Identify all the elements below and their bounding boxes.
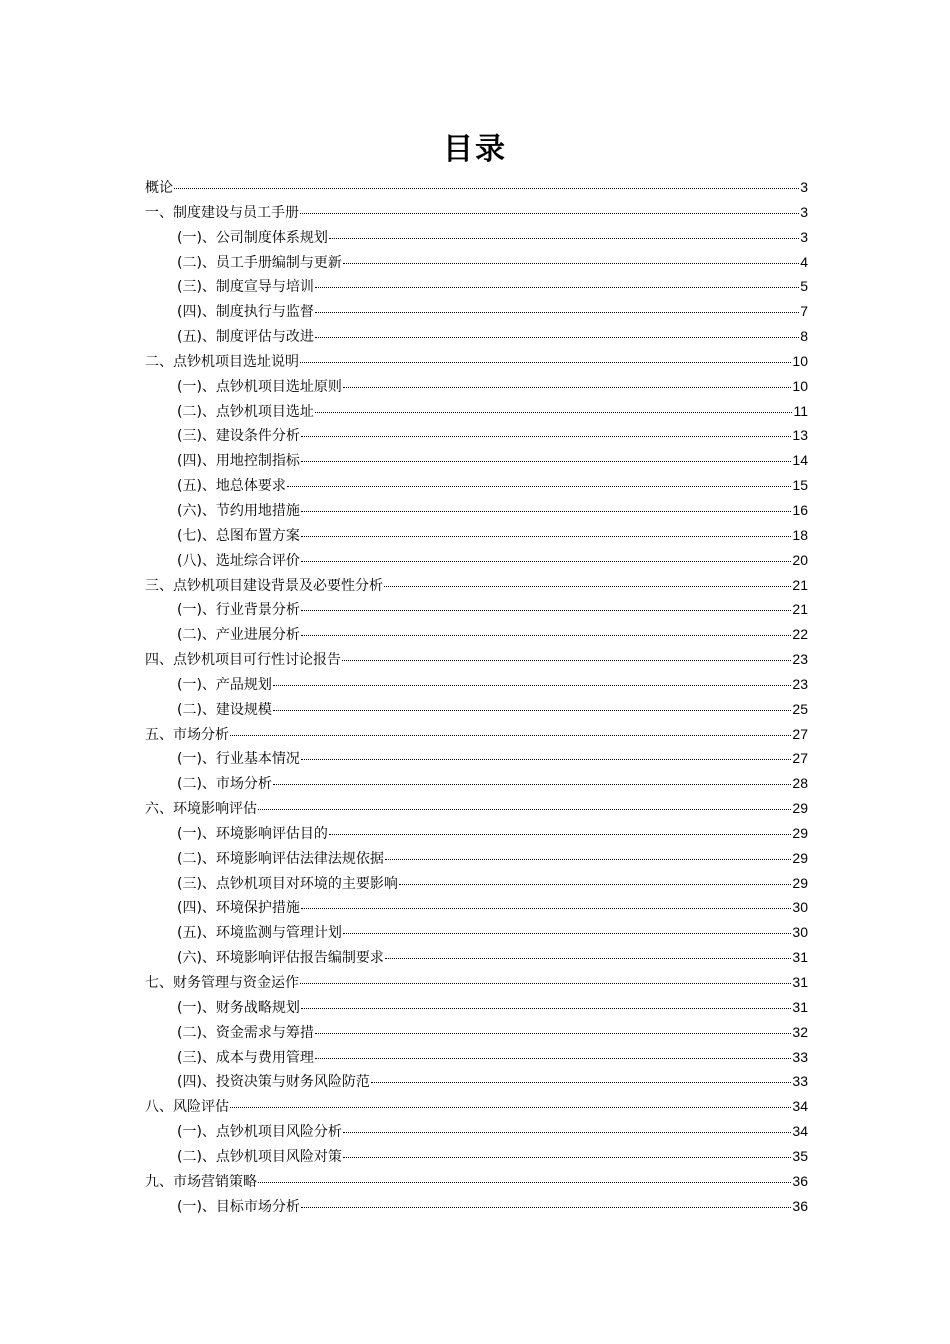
toc-entry[interactable] bbox=[145, 821, 808, 846]
toc-entry-label: (二)、市场分析 bbox=[177, 776, 272, 793]
toc-entry[interactable] bbox=[145, 250, 808, 275]
toc-list bbox=[145, 175, 808, 1218]
toc-entry[interactable] bbox=[145, 225, 808, 250]
toc-entry-page-number: 35 bbox=[792, 1147, 808, 1164]
toc-entry[interactable] bbox=[145, 1045, 808, 1070]
toc-dot-leader bbox=[399, 883, 791, 885]
toc-dot-leader bbox=[230, 734, 791, 736]
toc-dot-leader bbox=[315, 1057, 791, 1059]
toc-entry[interactable] bbox=[145, 473, 808, 498]
toc-entry-page-number: 28 bbox=[792, 775, 808, 792]
toc-dot-leader bbox=[301, 560, 791, 562]
toc-entry-page-number: 36 bbox=[792, 1172, 808, 1189]
toc-dot-leader bbox=[301, 460, 791, 462]
toc-dot-leader bbox=[300, 982, 791, 984]
toc-dot-leader bbox=[315, 336, 799, 338]
toc-entry[interactable] bbox=[145, 920, 808, 945]
toc-dot-leader bbox=[301, 535, 791, 537]
toc-dot-leader bbox=[287, 485, 791, 487]
toc-entry-page-number: 33 bbox=[792, 1073, 808, 1090]
toc-entry[interactable] bbox=[145, 970, 808, 995]
toc-dot-leader bbox=[301, 435, 791, 437]
toc-entry-label: (二)、员工手册编制与更新 bbox=[177, 254, 342, 271]
toc-dot-leader bbox=[329, 833, 791, 835]
toc-entry-page-number: 23 bbox=[792, 675, 808, 692]
toc-entry-page-number: 3 bbox=[800, 228, 808, 245]
toc-title: 目录 bbox=[443, 132, 507, 167]
toc-entry-label: (一)、行业基本情况 bbox=[177, 751, 300, 768]
toc-entry-label: (一)、公司制度体系规划 bbox=[177, 229, 328, 246]
toc-entry-page-number: 34 bbox=[792, 1098, 808, 1115]
toc-entry-label: (八)、选址综合评价 bbox=[177, 552, 300, 569]
toc-entry-label: 一、制度建设与员工手册 bbox=[145, 204, 299, 221]
toc-dot-leader bbox=[230, 1106, 791, 1108]
toc-dot-leader bbox=[273, 783, 791, 785]
toc-entry[interactable] bbox=[145, 274, 808, 299]
toc-dot-leader bbox=[301, 510, 791, 512]
toc-entry-page-number: 31 bbox=[792, 949, 808, 966]
toc-entry-page-number: 23 bbox=[792, 651, 808, 668]
toc-entry-page-number: 31 bbox=[792, 998, 808, 1015]
toc-entry-page-number: 29 bbox=[792, 874, 808, 891]
toc-entry-page-number: 34 bbox=[792, 1123, 808, 1140]
toc-dot-leader bbox=[371, 1081, 791, 1083]
toc-entry[interactable] bbox=[145, 1119, 808, 1144]
toc-entry[interactable] bbox=[145, 498, 808, 523]
toc-entry-page-number: 22 bbox=[792, 626, 808, 643]
toc-dot-leader bbox=[343, 932, 791, 934]
toc-entry[interactable] bbox=[145, 573, 808, 598]
toc-entry[interactable] bbox=[145, 647, 808, 672]
toc-entry-page-number: 21 bbox=[792, 601, 808, 618]
toc-dot-leader bbox=[343, 262, 799, 264]
toc-entry-page-number: 4 bbox=[800, 253, 808, 270]
toc-entry-label: 九、市场营销策略 bbox=[145, 1173, 257, 1190]
toc-dot-leader bbox=[329, 237, 799, 239]
toc-entry-label: (三)、制度宣导与培训 bbox=[177, 279, 314, 296]
toc-entry[interactable] bbox=[145, 324, 808, 349]
toc-dot-leader bbox=[174, 187, 799, 189]
toc-entry[interactable] bbox=[145, 1069, 808, 1094]
toc-dot-leader bbox=[343, 1131, 791, 1133]
toc-dot-leader bbox=[301, 609, 791, 611]
toc-entry-label: (四)、投资决策与财务风险防范 bbox=[177, 1074, 370, 1091]
toc-entry-label: (一)、环境影响评估目的 bbox=[177, 825, 328, 842]
toc-entry[interactable] bbox=[145, 448, 808, 473]
toc-entry-page-number: 15 bbox=[792, 477, 808, 494]
toc-entry-label: (七)、总图布置方案 bbox=[177, 527, 300, 544]
toc-dot-leader bbox=[315, 411, 793, 413]
toc-entry-label: (一)、产品规划 bbox=[177, 676, 272, 693]
toc-entry-label: (一)、点钞机项目风险分析 bbox=[177, 1124, 342, 1141]
toc-entry-page-number: 36 bbox=[792, 1197, 808, 1214]
toc-entry[interactable] bbox=[145, 995, 808, 1020]
toc-entry[interactable] bbox=[145, 722, 808, 747]
toc-dot-leader bbox=[258, 1181, 791, 1183]
toc-entry-label: (五)、制度评估与改进 bbox=[177, 329, 314, 346]
toc-entry[interactable] bbox=[145, 548, 808, 573]
toc-dot-leader bbox=[301, 1206, 791, 1208]
toc-entry-page-number: 33 bbox=[792, 1048, 808, 1065]
toc-dot-leader bbox=[301, 634, 791, 636]
toc-entry-label: (一)、目标市场分析 bbox=[177, 1198, 300, 1215]
toc-entry[interactable] bbox=[145, 697, 808, 722]
toc-entry[interactable] bbox=[145, 374, 808, 399]
toc-entry-label: 四、点钞机项目可行性讨论报告 bbox=[145, 652, 341, 669]
toc-entry-page-number: 27 bbox=[792, 750, 808, 767]
toc-entry-label: 六、环境影响评估 bbox=[145, 801, 257, 818]
toc-entry[interactable] bbox=[145, 622, 808, 647]
toc-entry-label: (四)、制度执行与监督 bbox=[177, 304, 314, 321]
toc-dot-leader bbox=[385, 858, 791, 860]
toc-entry[interactable] bbox=[145, 423, 808, 448]
toc-entry[interactable] bbox=[145, 399, 808, 424]
toc-entry-label: (四)、用地控制指标 bbox=[177, 453, 300, 470]
toc-entry-label: 八、风险评估 bbox=[145, 1099, 229, 1116]
toc-entry-label: (二)、环境影响评估法律法规依据 bbox=[177, 850, 384, 867]
toc-entry-page-number: 5 bbox=[800, 278, 808, 295]
toc-entry-label: (二)、建设规模 bbox=[177, 701, 272, 718]
toc-entry-label: 五、市场分析 bbox=[145, 726, 229, 743]
toc-entry-label: (三)、点钞机项目对环境的主要影响 bbox=[177, 875, 398, 892]
toc-entry[interactable] bbox=[145, 746, 808, 771]
toc-entry[interactable] bbox=[145, 1020, 808, 1045]
toc-entry[interactable] bbox=[145, 672, 808, 697]
toc-entry-page-number: 13 bbox=[792, 427, 808, 444]
toc-entry-label: (六)、节约用地措施 bbox=[177, 502, 300, 519]
toc-entry-label: (四)、环境保护措施 bbox=[177, 900, 300, 917]
toc-dot-leader bbox=[342, 659, 791, 661]
toc-dot-leader bbox=[315, 1032, 791, 1034]
toc-entry-label: (五)、地总体要求 bbox=[177, 478, 286, 495]
toc-dot-leader bbox=[300, 361, 791, 363]
toc-entry-page-number: 30 bbox=[792, 899, 808, 916]
toc-entry[interactable] bbox=[145, 175, 808, 200]
toc-entry-page-number: 7 bbox=[800, 303, 808, 320]
toc-dot-leader bbox=[273, 709, 791, 711]
toc-dot-leader bbox=[300, 212, 799, 214]
toc-entry-page-number: 30 bbox=[792, 924, 808, 941]
toc-entry-page-number: 29 bbox=[792, 849, 808, 866]
toc-entry-label: (二)、产业进展分析 bbox=[177, 627, 300, 644]
toc-entry[interactable] bbox=[145, 871, 808, 896]
toc-entry[interactable] bbox=[145, 796, 808, 821]
toc-entry[interactable] bbox=[145, 1194, 808, 1219]
toc-dot-leader bbox=[301, 1007, 791, 1009]
toc-entry-page-number: 10 bbox=[792, 377, 808, 394]
toc-dot-leader bbox=[385, 957, 791, 959]
toc-dot-leader bbox=[384, 585, 791, 587]
toc-dot-leader bbox=[343, 386, 791, 388]
toc-entry[interactable] bbox=[145, 349, 808, 374]
toc-entry-label: (二)、点钞机项目选址 bbox=[177, 403, 314, 420]
toc-entry-page-number: 10 bbox=[792, 352, 808, 369]
toc-entry-page-number: 29 bbox=[792, 800, 808, 817]
toc-entry[interactable] bbox=[145, 1094, 808, 1119]
toc-entry[interactable] bbox=[145, 299, 808, 324]
toc-entry-label: 二、点钞机项目选址说明 bbox=[145, 353, 299, 370]
toc-entry-label: 三、点钞机项目建设背景及必要性分析 bbox=[145, 577, 383, 594]
toc-entry-page-number: 31 bbox=[792, 974, 808, 990]
toc-dot-leader bbox=[301, 907, 791, 909]
toc-entry-page-number: 16 bbox=[792, 501, 808, 518]
toc-entry-page-number: 8 bbox=[800, 328, 808, 345]
toc-entry[interactable] bbox=[145, 895, 808, 920]
toc-dot-leader bbox=[315, 311, 799, 313]
toc-entry[interactable] bbox=[145, 846, 808, 871]
toc-entry[interactable] bbox=[145, 200, 808, 225]
toc-entry[interactable] bbox=[145, 1144, 808, 1169]
toc-dot-leader bbox=[315, 286, 799, 288]
toc-entry-page-number: 3 bbox=[800, 203, 808, 220]
toc-entry-label: 概论 bbox=[145, 180, 173, 196]
toc-entry-page-number: 29 bbox=[792, 824, 808, 841]
toc-entry[interactable] bbox=[145, 1169, 808, 1194]
toc-dot-leader bbox=[343, 1156, 791, 1158]
toc-entry-page-number: 21 bbox=[792, 576, 808, 593]
toc-entry-page-number: 14 bbox=[792, 452, 808, 469]
toc-entry-label: (二)、点钞机项目风险对策 bbox=[177, 1148, 342, 1165]
toc-entry-label: (六)、环境影响评估报告编制要求 bbox=[177, 950, 384, 967]
toc-entry-page-number: 32 bbox=[792, 1023, 808, 1040]
toc-entry-label: 七、财务管理与资金运作 bbox=[145, 975, 299, 991]
toc-entry-page-number: 25 bbox=[792, 700, 808, 717]
toc-entry-label: (三)、成本与费用管理 bbox=[177, 1049, 314, 1066]
toc-entry-label: (五)、环境监测与管理计划 bbox=[177, 925, 342, 942]
toc-entry-page-number: 20 bbox=[792, 551, 808, 568]
toc-entry-label: (二)、资金需求与筹措 bbox=[177, 1024, 314, 1041]
toc-entry-page-number: 3 bbox=[800, 179, 808, 195]
toc-dot-leader bbox=[258, 808, 791, 810]
toc-entry[interactable] bbox=[145, 597, 808, 622]
toc-entry[interactable] bbox=[145, 523, 808, 548]
toc-entry-label: (一)、点钞机项目选址原则 bbox=[177, 378, 342, 395]
toc-dot-leader bbox=[301, 758, 791, 760]
toc-entry-page-number: 27 bbox=[792, 725, 808, 742]
toc-entry[interactable] bbox=[145, 945, 808, 970]
toc-entry-label: (三)、建设条件分析 bbox=[177, 428, 300, 445]
toc-entry-page-number: 11 bbox=[793, 402, 808, 419]
toc-entry-label: (一)、行业背景分析 bbox=[177, 602, 300, 619]
toc-dot-leader bbox=[273, 684, 791, 686]
toc-entry-page-number: 18 bbox=[792, 526, 808, 543]
toc-entry[interactable] bbox=[145, 771, 808, 796]
toc-entry-label: (一)、财务战略规划 bbox=[177, 999, 300, 1016]
